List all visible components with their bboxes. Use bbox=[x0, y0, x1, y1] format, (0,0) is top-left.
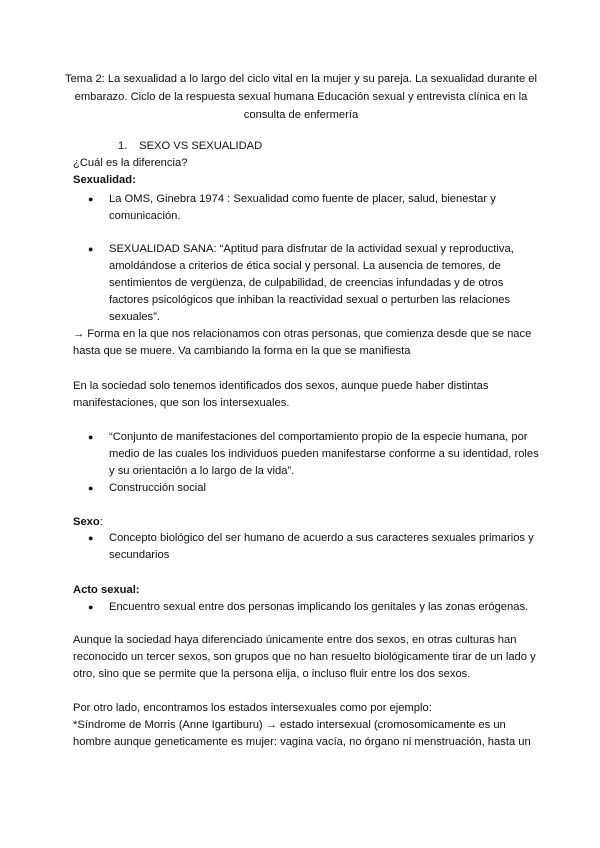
acto-sexual-heading: Acto sexual: bbox=[73, 584, 140, 596]
paragraph-culturas: Aunque la sociedad haya diferenciado únicamente entre dos sexos, en otras culturas han reconocido un tercer sexos, son grupos que no han resuelto biológicamente tirar de un lado y otro, sino que se permite que la persona elija, o incluso fluir entre los dos sexos. bbox=[73, 634, 536, 680]
bullet-icon: ● bbox=[88, 244, 94, 254]
paragraph-morris: *Síndrome de Morris (Anne Igartiburu) → estado intersexual (cromosomicamente es un hombre aunque geneticamente es mujer: vagina vacía, no órgano ni menstruación, hasta un bbox=[73, 719, 531, 748]
list-item-text: La OMS, Ginebra 1974 : Sexualidad como fuente de placer, salud, bienestar y comunicación. bbox=[109, 193, 496, 222]
list-item-text: Encuentro sexual entre dos personas implicando los genitales y las zonas erógenas. bbox=[109, 601, 529, 613]
paragraph-intersex: En la sociedad solo tenemos identificados dos sexos, aunque puede haber distintas manifestaciones, que son los intersexuales. bbox=[73, 380, 489, 409]
bullet-icon: ● bbox=[88, 533, 94, 543]
bullet-icon: ● bbox=[88, 432, 94, 442]
bullet-icon: ● bbox=[88, 194, 94, 204]
bullet-icon: ● bbox=[88, 483, 94, 493]
question-text: ¿Cuál es la diferencia? bbox=[73, 157, 188, 169]
bullet-icon: ● bbox=[88, 602, 94, 612]
sexo-heading-line bbox=[73, 514, 543, 531]
list-item-text: SEXUALIDAD SANA: “Aptitud para disfrutar de la actividad sexual y reproductiva, amoldándose a criterios de ética social y personal. La ausencia de temores, de sentimientos de vergüenza, de culpabilidad, de creencias infundadas y de otros factores psicológicos que inhiban la reactividad sexual o perturben las relaciones sexuales”. bbox=[109, 243, 514, 323]
sexo-heading-colon: : bbox=[99, 516, 103, 528]
paragraph-estados: Por otro lado, encontramos los estados intersexuales como por ejemplo: bbox=[73, 702, 432, 714]
sexo-heading: Sexo bbox=[73, 516, 100, 528]
list-item-text: Concepto biológico del ser humano de acuerdo a sus caracteres sexuales primarios y secundarios bbox=[109, 532, 534, 561]
arrow-paragraph: → Forma en la que nos relacionamos con otras personas, que comienza desde que se nace hasta que se muere. Va cambiando la forma en la que se manifiesta bbox=[73, 328, 532, 357]
section-label: SEXO VS SEXUALIDAD bbox=[139, 140, 263, 152]
section-heading-sexo-vs-sexualidad bbox=[118, 138, 262, 155]
list-item-text: “Conjunto de manifestaciones del comportamiento propio de la especie humana, por medio de las cuales los individuos pueden manifestarse conforme a su identidad, roles y su orientación a lo largo de la vida”. bbox=[109, 431, 539, 477]
document-title: Tema 2: La sexualidad a lo largo del ciclo vital en la mujer y su pareja. La sexualidad durante el embarazo. Ciclo de la respuesta sexual humana Educación sexual y entrevista clínica en la consulta de enfermería bbox=[64, 73, 537, 121]
sexualidad-heading: Sexualidad: bbox=[73, 174, 136, 186]
section-number: 1. bbox=[118, 140, 128, 152]
list-item-text: Construcción social bbox=[109, 482, 207, 494]
